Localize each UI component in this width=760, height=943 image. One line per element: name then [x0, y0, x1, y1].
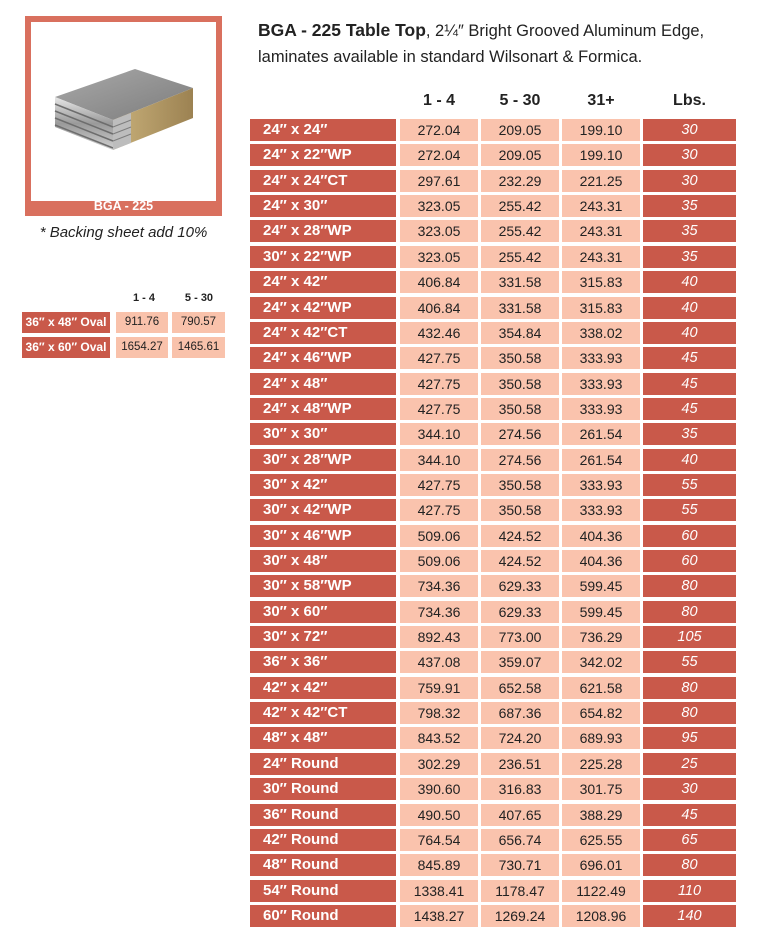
- price-5-30: 350.58: [481, 373, 559, 395]
- product-image-card: [25, 16, 222, 216]
- price-1-4: 432.46: [400, 322, 478, 344]
- price-1-4: 323.05: [400, 246, 478, 268]
- price-1-4: 323.05: [400, 195, 478, 217]
- price-1-4: 427.75: [400, 347, 478, 369]
- price-31-plus: 696.01: [562, 854, 640, 876]
- price-1-4: 272.04: [400, 144, 478, 166]
- weight-lbs: 45: [643, 804, 736, 826]
- product-heading: [258, 17, 753, 70]
- price-5-30: 350.58: [481, 499, 559, 521]
- price-1-4: 427.75: [400, 373, 478, 395]
- weight-lbs: 35: [643, 423, 736, 445]
- price-5-30: 331.58: [481, 271, 559, 293]
- price-1-4: 437.08: [400, 651, 478, 673]
- weight-lbs: 60: [643, 550, 736, 572]
- price-5-30: 629.33: [481, 575, 559, 597]
- price-31-plus: 333.93: [562, 398, 640, 420]
- weight-lbs: 105: [643, 626, 736, 648]
- weight-lbs: 30: [643, 778, 736, 800]
- size-label: 42″ x 42″: [250, 677, 396, 699]
- size-label: 24″ x 42″: [250, 271, 396, 293]
- size-label: 24″ x 46″WP: [250, 347, 396, 369]
- price-31-plus: 333.93: [562, 347, 640, 369]
- price-1-4: 427.75: [400, 398, 478, 420]
- price-31-plus: 301.75: [562, 778, 640, 800]
- price-5-30: 209.05: [481, 119, 559, 141]
- size-label: 30″ x 72″: [250, 626, 396, 648]
- price-31-plus: 736.29: [562, 626, 640, 648]
- price-5-30: 350.58: [481, 347, 559, 369]
- price-1-4: 1338.41: [400, 880, 478, 902]
- size-label: 24″ x 48″WP: [250, 398, 396, 420]
- price-5-30: 652.58: [481, 677, 559, 699]
- weight-lbs: 55: [643, 651, 736, 673]
- weight-lbs: 55: [643, 474, 736, 496]
- weight-lbs: 65: [643, 829, 736, 851]
- price-5-30: 274.56: [481, 449, 559, 471]
- weight-lbs: 35: [643, 246, 736, 268]
- price-31-plus: 261.54: [562, 449, 640, 471]
- price-1-4: 764.54: [400, 829, 478, 851]
- price-5-30: 724.20: [481, 727, 559, 749]
- price-5-30: 331.58: [481, 297, 559, 319]
- price-31-plus: 342.02: [562, 651, 640, 673]
- price-5-30: 350.58: [481, 398, 559, 420]
- price-31-plus: 243.31: [562, 246, 640, 268]
- price-5-30: 407.65: [481, 804, 559, 826]
- price-1-4: 1438.27: [400, 905, 478, 927]
- weight-lbs: 80: [643, 702, 736, 724]
- price-1-4: 272.04: [400, 119, 478, 141]
- price-1-4: 843.52: [400, 727, 478, 749]
- price-1-4: 845.89: [400, 854, 478, 876]
- weight-lbs: 80: [643, 854, 736, 876]
- price-1-4: 509.06: [400, 525, 478, 547]
- size-label: 24″ x 24″CT: [250, 170, 396, 192]
- weight-lbs: 35: [643, 195, 736, 217]
- price-31-plus: 404.36: [562, 525, 640, 547]
- size-label: 24″ x 42″WP: [250, 297, 396, 319]
- weight-lbs: 30: [643, 144, 736, 166]
- size-label: 60″ Round: [250, 905, 396, 927]
- price-5-30: 232.29: [481, 170, 559, 192]
- price-5-30: 773.00: [481, 626, 559, 648]
- size-label: 30″ x 60″: [250, 601, 396, 623]
- size-label: 24″ x 22″WP: [250, 144, 396, 166]
- size-label: 24″ x 28″WP: [250, 220, 396, 242]
- weight-lbs: 30: [643, 119, 736, 141]
- header-5-30: 5 - 30: [499, 92, 541, 109]
- size-label: 30″ x 28″WP: [250, 449, 396, 471]
- price-31-plus: 689.93: [562, 727, 640, 749]
- weight-lbs: 30: [643, 170, 736, 192]
- weight-lbs: 60: [643, 525, 736, 547]
- price-31-plus: 333.93: [562, 499, 640, 521]
- size-label: 30″ x 42″: [250, 474, 396, 496]
- weight-lbs: 40: [643, 449, 736, 471]
- size-label: 30″ x 30″: [250, 423, 396, 445]
- weight-lbs: 140: [643, 905, 736, 927]
- size-label: 30″ x 48″: [250, 550, 396, 572]
- price-1-4: 302.29: [400, 753, 478, 775]
- product-subtitle: , 2¼″ Bright Grooved Aluminum Edge,: [425, 22, 705, 40]
- price-5-30: 255.42: [481, 246, 559, 268]
- price-1-4: 427.75: [400, 499, 478, 521]
- weight-lbs: 95: [643, 727, 736, 749]
- price-31-plus: 199.10: [562, 119, 640, 141]
- price-1-4: 344.10: [400, 449, 478, 471]
- oval-price-1-4: 911.76: [116, 312, 168, 333]
- product-subtitle-line2: laminates available in standard Wilsonart & Formica.: [258, 48, 643, 66]
- price-5-30: 209.05: [481, 144, 559, 166]
- price-31-plus: 261.54: [562, 423, 640, 445]
- size-label: 24″ x 48″: [250, 373, 396, 395]
- price-1-4: 892.43: [400, 626, 478, 648]
- price-5-30: 255.42: [481, 220, 559, 242]
- price-1-4: 759.91: [400, 677, 478, 699]
- header-31-plus: 31+: [587, 92, 615, 109]
- oval-header-1-4: 1 - 4: [132, 292, 155, 304]
- size-label: 30″ x 42″WP: [250, 499, 396, 521]
- size-label: 30″ x 58″WP: [250, 575, 396, 597]
- price-5-30: 656.74: [481, 829, 559, 851]
- weight-lbs: 45: [643, 373, 736, 395]
- size-label: 36″ Round: [250, 804, 396, 826]
- price-5-30: 274.56: [481, 423, 559, 445]
- price-1-4: 297.61: [400, 170, 478, 192]
- price-31-plus: 333.93: [562, 474, 640, 496]
- size-label: 48″ x 48″: [250, 727, 396, 749]
- weight-lbs: 45: [643, 398, 736, 420]
- price-31-plus: 621.58: [562, 677, 640, 699]
- price-31-plus: 654.82: [562, 702, 640, 724]
- price-5-30: 350.58: [481, 474, 559, 496]
- size-label: 36″ x 36″: [250, 651, 396, 673]
- price-1-4: 390.60: [400, 778, 478, 800]
- price-1-4: 344.10: [400, 423, 478, 445]
- price-5-30: 424.52: [481, 525, 559, 547]
- price-5-30: 255.42: [481, 195, 559, 217]
- price-31-plus: 315.83: [562, 271, 640, 293]
- price-1-4: 798.32: [400, 702, 478, 724]
- table-top-illustration: [31, 22, 216, 201]
- price-31-plus: 599.45: [562, 575, 640, 597]
- price-1-4: 323.05: [400, 220, 478, 242]
- size-label: 30″ x 22″WP: [250, 246, 396, 268]
- oval-price-5-30: 1465.61: [172, 337, 225, 358]
- price-31-plus: 338.02: [562, 322, 640, 344]
- weight-lbs: 110: [643, 880, 736, 902]
- size-label: 24″ x 30″: [250, 195, 396, 217]
- price-31-plus: 404.36: [562, 550, 640, 572]
- price-5-30: 359.07: [481, 651, 559, 673]
- product-title: BGA - 225 Table Top: [258, 20, 426, 40]
- size-label: 24″ x 42″CT: [250, 322, 396, 344]
- weight-lbs: 40: [643, 271, 736, 293]
- price-31-plus: 333.93: [562, 373, 640, 395]
- price-31-plus: 625.55: [562, 829, 640, 851]
- weight-lbs: 80: [643, 677, 736, 699]
- size-label: 24″ Round: [250, 753, 396, 775]
- price-31-plus: 1208.96: [562, 905, 640, 927]
- oval-size: 36″ x 48″ Oval: [22, 312, 110, 333]
- price-5-30: 687.36: [481, 702, 559, 724]
- size-label: 42″ Round: [250, 829, 396, 851]
- oval-header-5-30: 5 - 30: [184, 292, 214, 304]
- size-label: 54″ Round: [250, 880, 396, 902]
- header-1-4: 1 - 4: [422, 92, 455, 109]
- price-31-plus: 243.31: [562, 220, 640, 242]
- oval-size: 36″ x 60″ Oval: [22, 337, 110, 358]
- price-5-30: 316.83: [481, 778, 559, 800]
- price-5-30: 424.52: [481, 550, 559, 572]
- weight-lbs: 80: [643, 601, 736, 623]
- price-31-plus: 599.45: [562, 601, 640, 623]
- price-31-plus: 315.83: [562, 297, 640, 319]
- price-5-30: 629.33: [481, 601, 559, 623]
- price-1-4: 490.50: [400, 804, 478, 826]
- weight-lbs: 80: [643, 575, 736, 597]
- size-label: 48″ Round: [250, 854, 396, 876]
- size-label: 30″ Round: [250, 778, 396, 800]
- product-caption: BGA - 225: [93, 199, 154, 213]
- table-top-photo: [31, 22, 216, 201]
- oval-price-5-30: 790.57: [172, 312, 225, 333]
- price-31-plus: 221.25: [562, 170, 640, 192]
- header-lbs: Lbs.: [673, 92, 706, 109]
- weight-lbs: 40: [643, 297, 736, 319]
- weight-lbs: 45: [643, 347, 736, 369]
- price-31-plus: 225.28: [562, 753, 640, 775]
- price-1-4: 406.84: [400, 271, 478, 293]
- price-5-30: 1269.24: [481, 905, 559, 927]
- price-1-4: 734.36: [400, 601, 478, 623]
- price-31-plus: 1122.49: [562, 880, 640, 902]
- weight-lbs: 25: [643, 753, 736, 775]
- backing-sheet-note: * Backing sheet add 10%: [39, 224, 208, 241]
- price-5-30: 730.71: [481, 854, 559, 876]
- price-31-plus: 199.10: [562, 144, 640, 166]
- price-1-4: 734.36: [400, 575, 478, 597]
- price-1-4: 509.06: [400, 550, 478, 572]
- weight-lbs: 55: [643, 499, 736, 521]
- weight-lbs: 40: [643, 322, 736, 344]
- weight-lbs: 35: [643, 220, 736, 242]
- size-label: 24″ x 24″: [250, 119, 396, 141]
- price-31-plus: 243.31: [562, 195, 640, 217]
- size-label: 30″ x 46″WP: [250, 525, 396, 547]
- price-5-30: 236.51: [481, 753, 559, 775]
- price-31-plus: 388.29: [562, 804, 640, 826]
- price-1-4: 406.84: [400, 297, 478, 319]
- size-label: 42″ x 42″CT: [250, 702, 396, 724]
- price-1-4: 427.75: [400, 474, 478, 496]
- price-5-30: 354.84: [481, 322, 559, 344]
- oval-price-1-4: 1654.27: [116, 337, 168, 358]
- price-5-30: 1178.47: [481, 880, 559, 902]
